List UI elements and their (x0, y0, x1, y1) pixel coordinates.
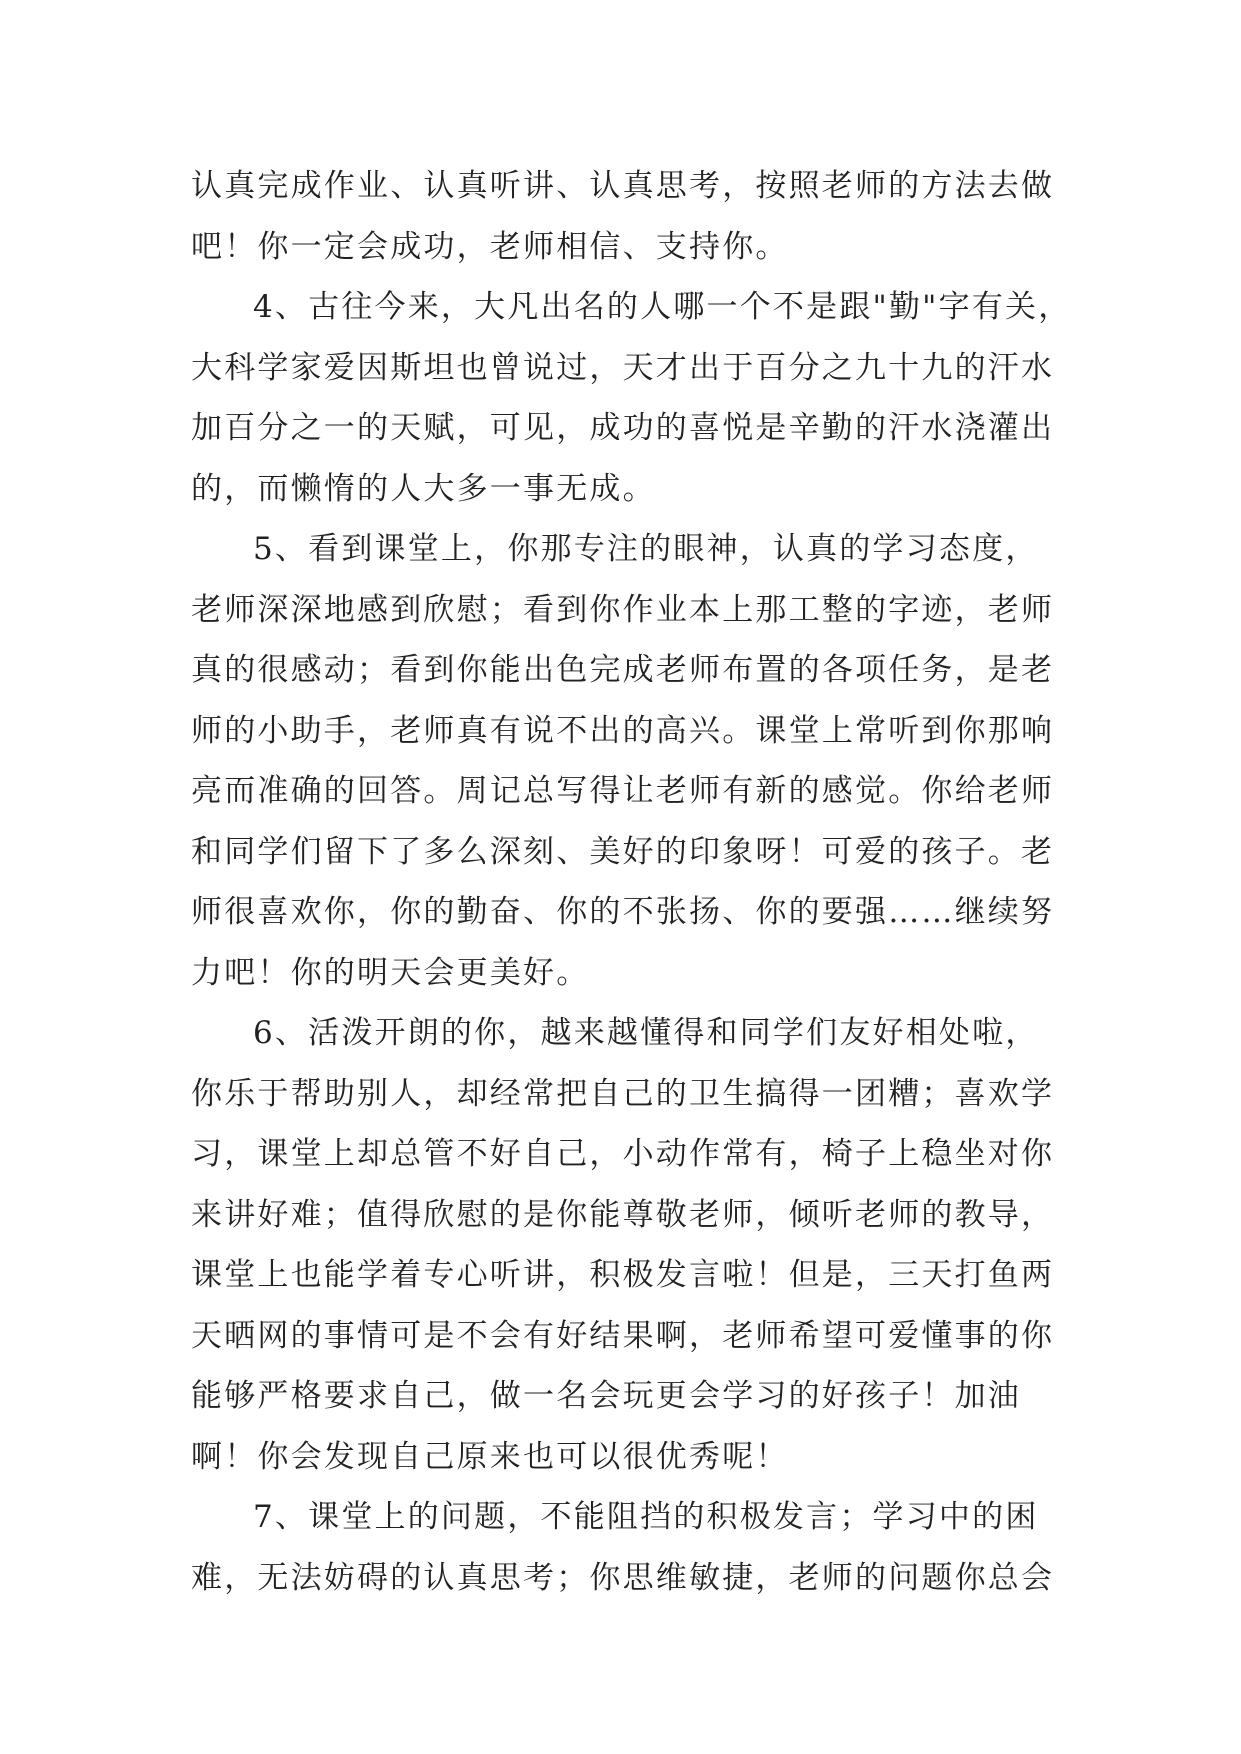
text-line: 习，课堂上却总管不好自己，小动作常有，椅子上稳坐对你 (191, 1136, 1055, 1172)
text-line: 天晒网的事情可是不会有好结果啊，老师希望可爱懂事的你 (191, 1317, 1055, 1354)
text-line: 啊！你会发现自己原来也可以很优秀呢！ (191, 1438, 789, 1475)
text-line: 难，无法妨碍的认真思考；你思维敏捷，老师的问题你总会 (191, 1559, 1055, 1596)
text-line: 老师深深地感到欣慰；看到你作业本上那工整的字迹，老师 (191, 591, 1055, 628)
text-line: 真的很感动；看到你能出色完成老师布置的各项任务，是老 (191, 652, 1055, 688)
text-line: 来讲好难；值得欣慰的是你能尊敬老师，倾听老师的教导， (191, 1196, 1055, 1233)
text-line: 大科学家爱因斯坦也曾说过，天才出于百分之九十九的汗水 (191, 349, 1055, 386)
text-line: 力吧！你的明天会更美好。 (191, 954, 590, 991)
text-line: 课堂上也能学着专心听讲，积极发言啦！但是，三天打鱼两 (191, 1257, 1055, 1293)
text-line: 6、活泼开朗的你，越来越懂得和同学们友好相处啦， (253, 1015, 1039, 1051)
text-line: 你乐于帮助别人，却经常把自己的卫生搞得一团糟；喜欢学 (191, 1075, 1055, 1112)
text-line: 和同学们留下了多么深刻、美好的印象呀！可爱的孩子。老 (191, 833, 1055, 870)
text-line: 4、古往今来，大凡出名的人哪一个不是跟"勤"字有关， (253, 289, 1072, 325)
text-line: 师的小助手，老师真有说不出的高兴。课堂上常听到你那响 (191, 712, 1055, 749)
text-line: 5、看到课堂上，你那专注的眼神，认真的学习态度， (253, 531, 1039, 567)
text-line: 师很喜欢你，你的勤奋、你的不张扬、你的要强……继续努 (191, 894, 1055, 930)
text-line: 吧！你一定会成功，老师相信、支持你。 (191, 228, 789, 265)
text-line: 的，而懒惰的人大多一事无成。 (191, 470, 656, 507)
text-line: 7、课堂上的问题，不能阻挡的积极发言；学习中的困 (253, 1499, 1039, 1535)
document-body (191, 156, 1072, 1608)
text-line: 亮而准确的回答。周记总写得让老师有新的感觉。你给老师 (191, 773, 1055, 809)
text-line: 认真完成作业、认真听讲、认真思考，按照老师的方法去做 (191, 168, 1055, 204)
text-line: 加百分之一的天赋，可见，成功的喜悦是辛勤的汗水浇灌出 (191, 410, 1055, 446)
text-line: 能够严格要求自己，做一名会玩更会学习的好孩子！加油 (191, 1378, 1021, 1414)
